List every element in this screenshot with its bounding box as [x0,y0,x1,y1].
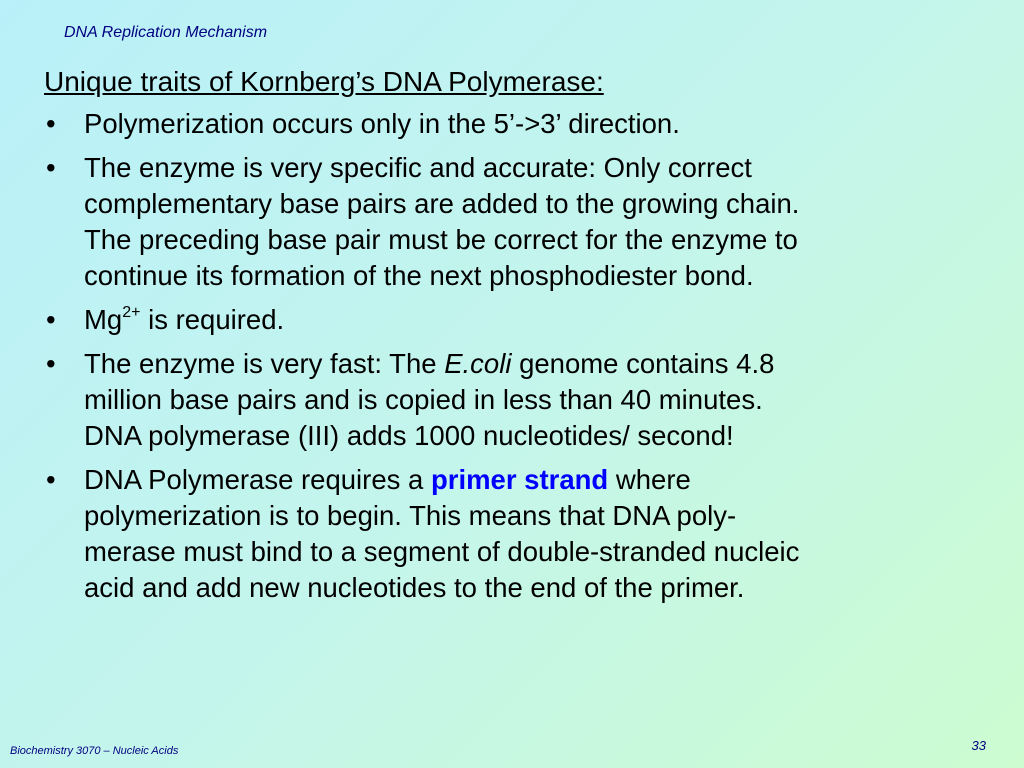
bullet-text-line [84,346,994,382]
bullet-text-line: continue its formation of the next phosphodiester bond. [84,260,754,291]
bullet-item-magnesium [44,302,994,338]
bullet-text-line: complementary base pairs are added to the growing chain. [84,188,800,219]
primer-text-pre: DNA Polymerase requires a [84,464,431,495]
bullet-text-line [84,302,994,338]
bullet-item-specificity [44,150,994,294]
bullet-text-line: The enzyme is very specific and accurate: Only correct [84,152,752,183]
bullet-text-line: million base pairs and is copied in less than 40 minutes. [84,384,763,415]
bullet-text-line [84,462,994,498]
bullet-text-line: Polymerization occurs only in the 5’->3’ direction. [84,108,680,139]
bullet-list [44,106,994,606]
primer-text-post: where [608,464,691,495]
bullet-icon: • [46,152,56,183]
bullet-text-line: The preceding base pair must be correct for the enzyme to [84,224,798,255]
bullet-icon: • [46,304,56,335]
primer-strand-highlight: primer strand [430,464,609,495]
bullet-icon: • [46,108,56,139]
mg-symbol: Mg [84,304,123,335]
bullet-item-speed [44,346,994,454]
slide-heading: Unique traits of Kornberg’s DNA Polymerase: [44,66,604,97]
bullet-text-line: acid and add new nucleotides to the end of the primer. [84,572,745,603]
ecoli-italic: E.coli [444,348,512,379]
bullet-text-line: polymerization is to begin. This means that DNA poly- [84,500,737,531]
mg-charge-superscript: 2+ [122,303,141,321]
bullet-item-direction [44,106,994,142]
page-number: 33 [971,738,986,753]
mg-text: is required. [140,304,285,335]
slide-body [44,64,994,614]
footer-course-label: Biochemistry 3070 – Nucleic Acids [10,745,179,757]
bullet-icon: • [46,464,56,495]
bullet-item-primer [44,462,994,606]
slide-header-title: DNA Replication Mechanism [64,24,268,41]
bullet-icon: • [46,348,56,379]
bullet-text-line: merase must bind to a segment of double-stranded nucleic [84,536,800,567]
speed-text-pre: The enzyme is very fast: The [84,348,445,379]
bullet-text-line: DNA polymerase (III) adds 1000 nucleotides/ second! [84,420,734,451]
speed-text-post: genome contains 4.8 [511,348,775,379]
